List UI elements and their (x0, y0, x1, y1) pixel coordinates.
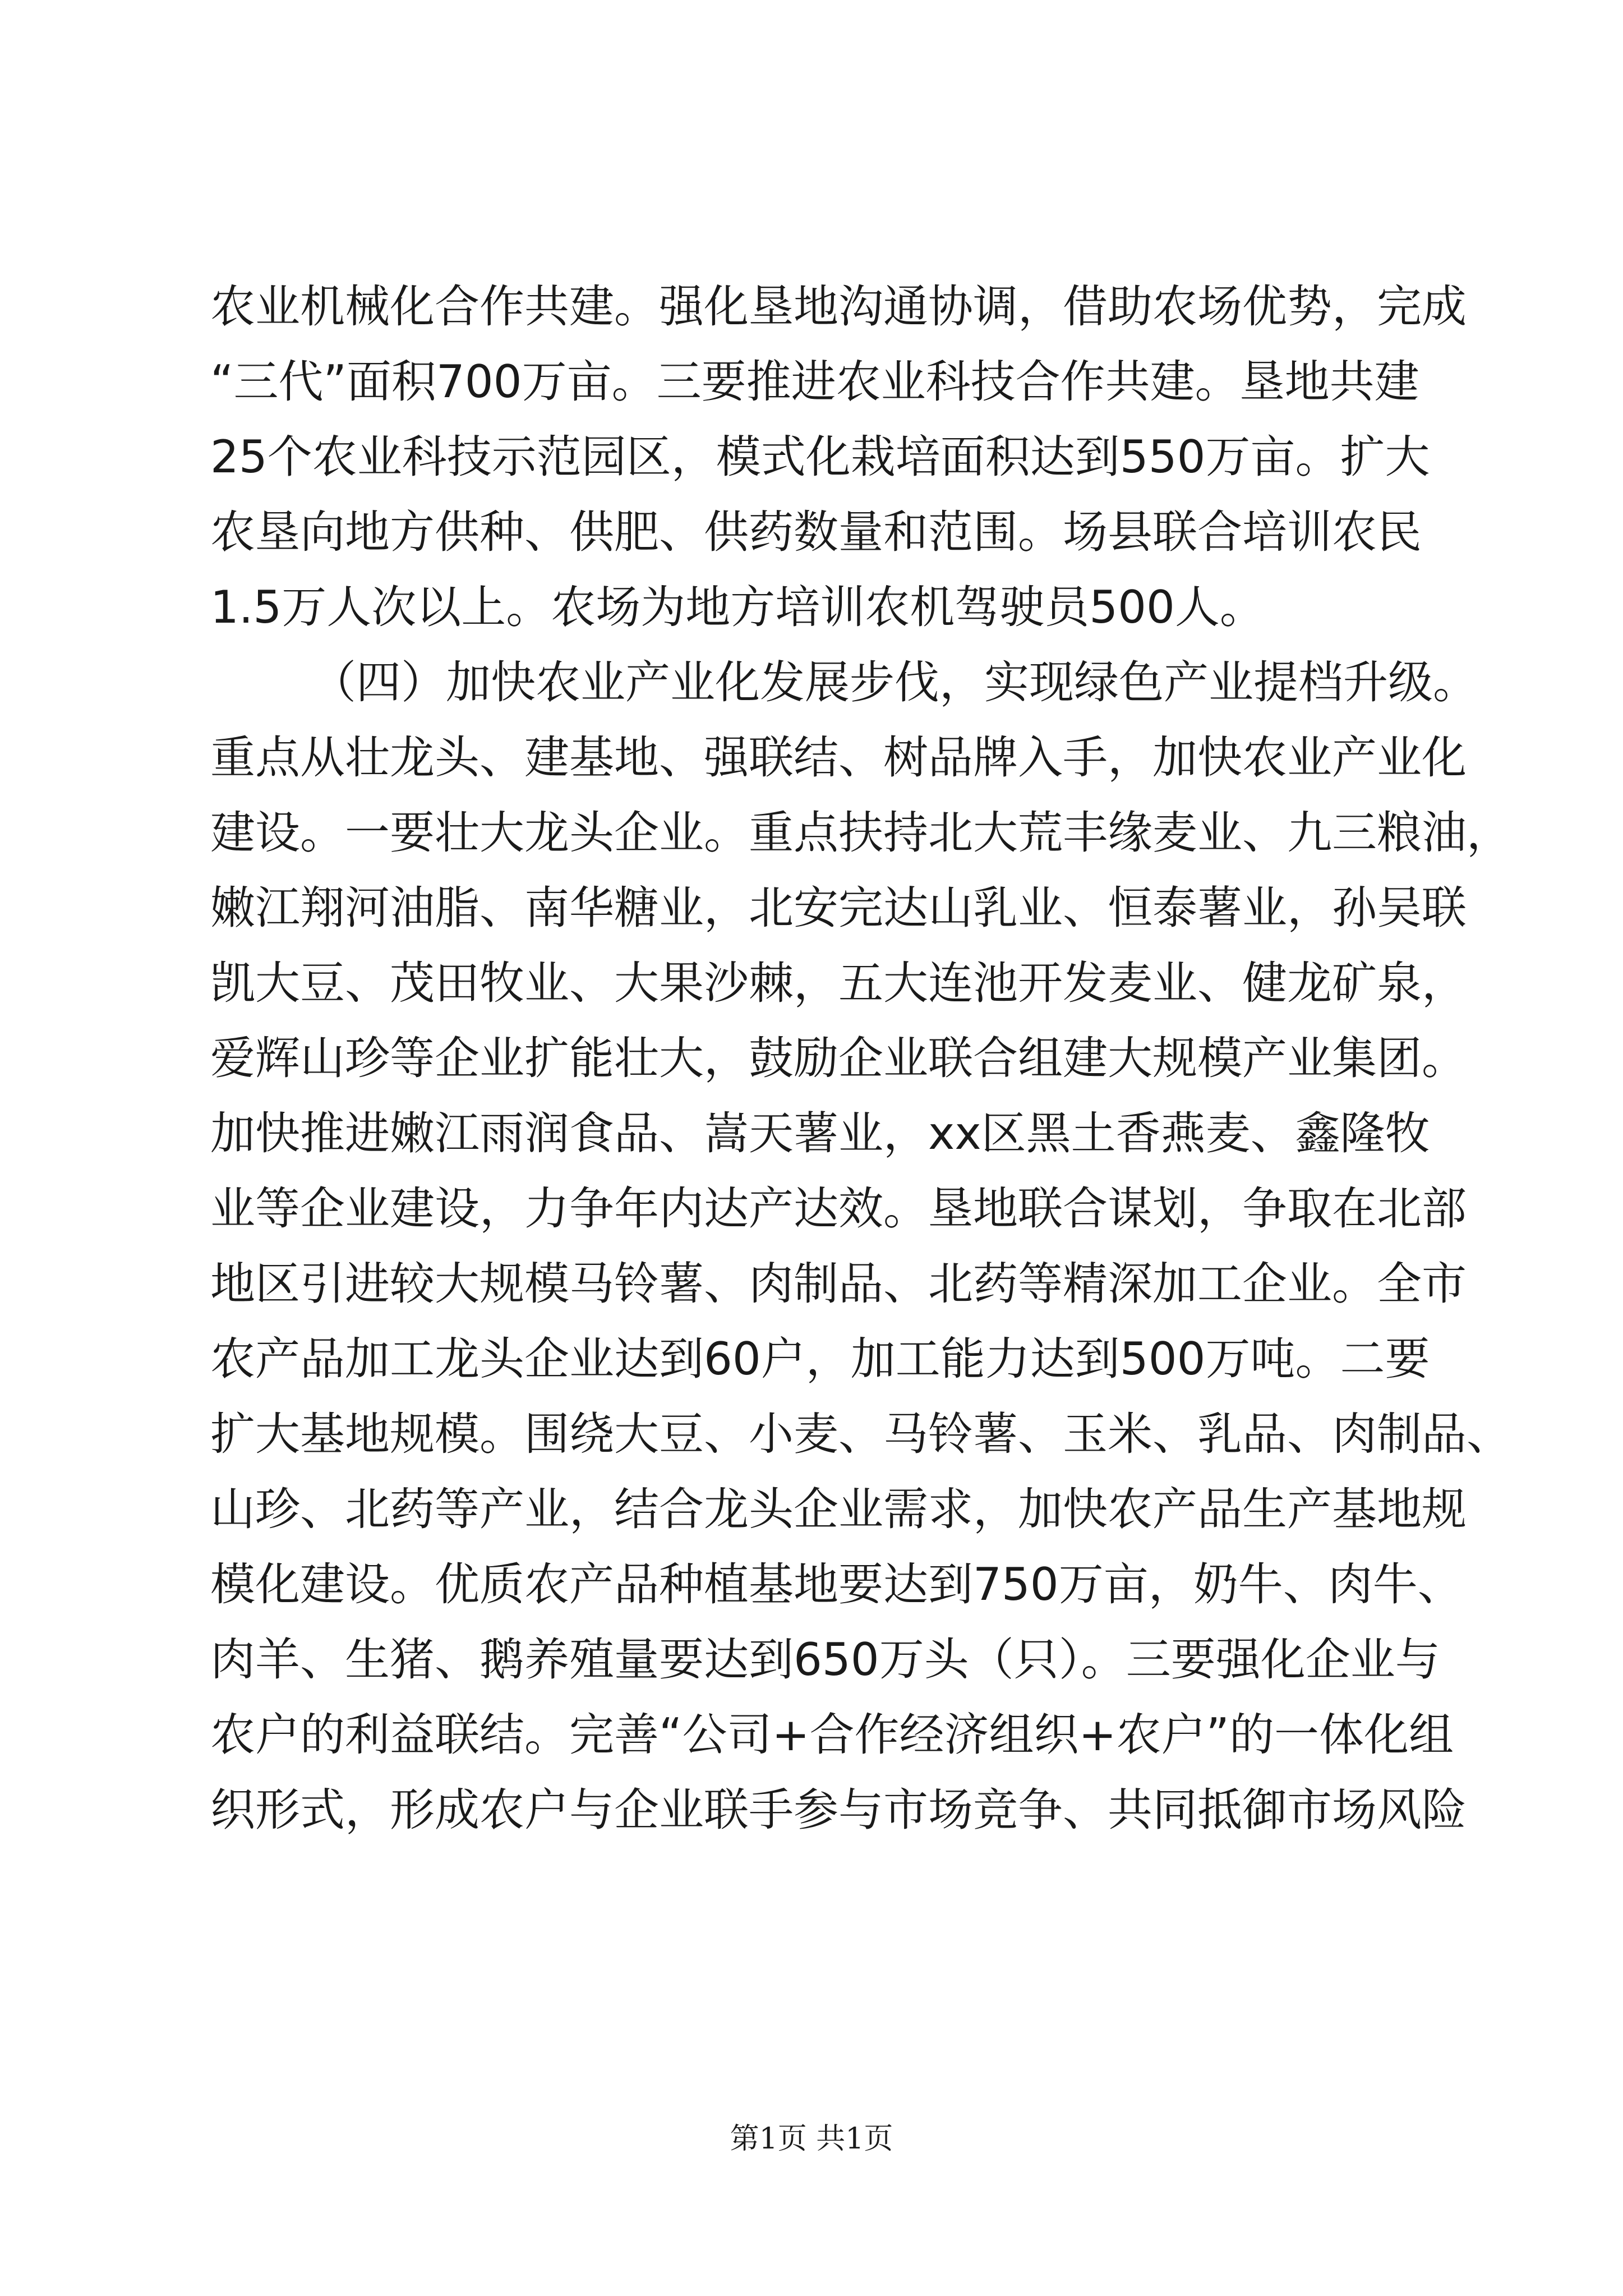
text-line: 模化建设。优质农产品种植基地要达到750万亩，奶牛、肉牛、 (210, 1558, 1463, 1611)
text-line: 重点从壮龙头、建基地、强联结、树品牌入手，加快农业产业化 (210, 731, 1467, 784)
text-line: 织形式，形成农户与企业联手参与市场竞争、共同抵御市场风险 (210, 1784, 1467, 1836)
text-line: 加快推进嫩江雨润食品、嵩天薯业，xx区黑土香燕麦、鑫隆牧 (210, 1107, 1430, 1159)
text-line: 农产品加工龙头企业达到60户，加工能力达到500万吨。二要 (210, 1333, 1430, 1385)
text-line: “三代”面积700万亩。三要推进农业科技合作共建。垦地共建 (210, 356, 1419, 408)
text-line: 农业机械化合作共建。强化垦地沟通协调，借助农场优势，完成 (210, 280, 1467, 333)
text-line: 肉羊、生猪、鹅养殖量要达到650万头（只）。三要强化企业与 (210, 1634, 1440, 1686)
text-line: 建设。一要壮大龙头企业。重点扶持北大荒丰缘麦业、九三粮油， (210, 807, 1511, 859)
text-line: 地区引进较大规模马铃薯、肉制品、北药等精深加工企业。全市 (210, 1258, 1467, 1310)
text-line: 爱辉山珍等企业扩能壮大，鼓励企业联合组建大规模产业集团。 (210, 1032, 1467, 1084)
section-heading-line: （四）加快农业产业化发展步伐，实现绿色产业提档升级。 (311, 656, 1478, 708)
page-footer: 第1页 共1页 (730, 2122, 893, 2156)
text-line: 农垦向地方供种、供肥、供药数量和范围。场县联合培训农民 (210, 506, 1422, 558)
text-line: 凯大豆、茂田牧业、大果沙棘，五大连池开发麦业、健龙矿泉， (210, 957, 1467, 1009)
text-line: 业等企业建设，力争年内达产达效。垦地联合谋划，争取在北部 (210, 1182, 1467, 1235)
text-line: 山珍、北药等产业，结合龙头企业需求，加快农产品生产基地规 (210, 1483, 1467, 1535)
text-line: 1.5万人次以上。农场为地方培训农机驾驶员500人。 (210, 581, 1265, 633)
text-line: 嫩江翔河油脂、南华糖业，北安完达山乳业、恒泰薯业，孙吴联 (210, 882, 1467, 934)
body-text (210, 269, 1511, 1848)
text-line: 扩大基地规模。围绕大豆、小麦、马铃薯、玉米、乳品、肉制品、 (210, 1408, 1511, 1460)
text-line: 农户的利益联结。完善“公司+合作经济组织+农户”的一体化组 (210, 1709, 1454, 1761)
text-line: 25个农业科技示范园区，模式化栽培面积达到550万亩。扩大 (210, 431, 1430, 483)
